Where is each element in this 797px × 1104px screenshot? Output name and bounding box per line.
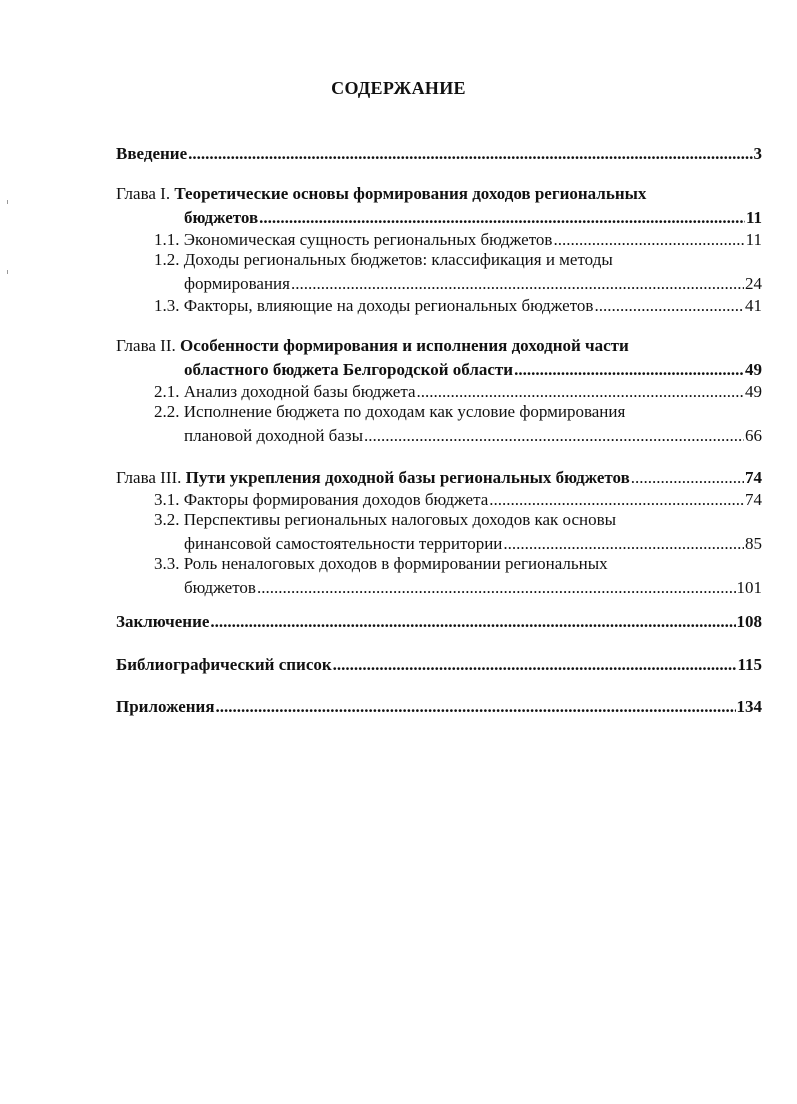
toc-entry-label: 2.1. Анализ доходной базы бюджета bbox=[154, 382, 416, 401]
toc-page-number: 11 bbox=[745, 208, 762, 227]
toc-entry-label: финансовой самостоятельности территории bbox=[184, 534, 503, 553]
toc-entry-label: Заключение bbox=[116, 612, 210, 631]
toc-entry-section-3-1[interactable] bbox=[154, 488, 762, 510]
dot-leader bbox=[594, 296, 744, 316]
dot-leader bbox=[514, 360, 744, 380]
toc-entry-section-3-3-line1[interactable]: 3.3. Роль неналоговых доходов в формировании региональных bbox=[154, 554, 608, 573]
toc-entry-label: формирования bbox=[184, 274, 290, 293]
dot-leader bbox=[364, 426, 744, 446]
toc-page-number: 24 bbox=[745, 274, 762, 293]
toc-page-number: 108 bbox=[736, 612, 762, 631]
toc-entry-section-1-3[interactable] bbox=[154, 294, 762, 316]
toc-entry-section-3-2[interactable] bbox=[184, 532, 762, 554]
toc-entry-label: плановой доходной базы bbox=[184, 426, 363, 445]
toc-entry-section-1-2-line1[interactable]: 1.2. Доходы региональных бюджетов: классификация и методы bbox=[154, 250, 613, 269]
toc-entry-label: бюджетов bbox=[184, 578, 256, 597]
chapter-heading bbox=[116, 468, 630, 488]
toc-chapter-2-heading[interactable] bbox=[116, 336, 629, 358]
page-title: СОДЕРЖАНИЕ bbox=[331, 78, 466, 98]
toc-entry-introduction[interactable] bbox=[116, 142, 762, 164]
chapter-prefix: Глава III. bbox=[116, 468, 182, 487]
toc-entry-label: Библиографический список bbox=[116, 655, 332, 674]
chapter-prefix: Глава I. bbox=[116, 184, 171, 203]
toc-page-number: 74 bbox=[745, 468, 762, 487]
toc-page-number: 11 bbox=[745, 230, 762, 249]
toc-entry-label: 1.1. Экономическая сущность региональных бюджетов bbox=[154, 230, 553, 249]
dot-leader bbox=[503, 534, 744, 554]
toc-entry-section-3-2-line1[interactable]: 3.2. Перспективы региональных налоговых доходов как основы bbox=[154, 510, 617, 529]
toc-page-number: 3 bbox=[753, 144, 762, 163]
toc-page-number: 49 bbox=[745, 382, 762, 401]
dot-leader bbox=[257, 578, 736, 598]
dot-leader bbox=[417, 382, 744, 402]
dot-leader bbox=[333, 655, 737, 675]
toc-entry-section-2-2[interactable] bbox=[184, 424, 762, 446]
toc-entry-label: 1.3. Факторы, влияющие на доходы региональных бюджетов bbox=[154, 296, 594, 315]
dot-leader bbox=[489, 490, 744, 510]
toc-page-number: 85 bbox=[745, 534, 762, 553]
toc-page-number: 74 bbox=[745, 490, 762, 509]
dot-leader bbox=[631, 468, 744, 488]
dot-leader bbox=[291, 274, 744, 294]
toc-entry-section-3-3[interactable] bbox=[184, 576, 762, 598]
toc-page-number: 49 bbox=[745, 360, 762, 379]
toc-entry-chapter-1[interactable] bbox=[184, 206, 762, 228]
toc-entry-section-1-2[interactable] bbox=[184, 272, 762, 294]
toc-entry-chapter-2[interactable] bbox=[184, 358, 762, 380]
chapter-title-continued: бюджетов bbox=[184, 208, 259, 227]
toc-page-number: 115 bbox=[737, 655, 762, 674]
dot-leader bbox=[553, 230, 744, 250]
chapter-prefix: Глава II. bbox=[116, 336, 176, 355]
toc-entry-section-2-1[interactable] bbox=[154, 380, 762, 402]
toc-entry-chapter-3[interactable] bbox=[116, 466, 762, 488]
toc-chapter-1-heading[interactable] bbox=[116, 184, 646, 206]
margin-mark bbox=[7, 200, 8, 204]
dot-leader bbox=[210, 612, 735, 632]
toc-page-number: 41 bbox=[745, 296, 762, 315]
chapter-title-continued: областного бюджета Белгородской области bbox=[184, 360, 514, 379]
toc-page-number: 134 bbox=[736, 697, 762, 716]
toc-entry-appendices[interactable] bbox=[116, 695, 762, 717]
dot-leader bbox=[188, 144, 752, 164]
chapter-title: Пути укрепления доходной базы региональных бюджетов bbox=[185, 468, 630, 487]
toc-entry-conclusion[interactable] bbox=[116, 610, 762, 632]
chapter-title: Теоретические основы формирования доходов региональных bbox=[174, 184, 647, 203]
toc-entry-section-2-2-line1[interactable]: 2.2. Исполнение бюджета по доходам как условие формирования bbox=[154, 402, 626, 421]
toc-entry-label: Приложения bbox=[116, 697, 215, 716]
chapter-title: Особенности формирования и исполнения доходной части bbox=[180, 336, 629, 355]
toc-page-number: 101 bbox=[736, 578, 762, 597]
toc-entry-bibliography[interactable] bbox=[116, 653, 762, 675]
toc-entry-section-1-1[interactable] bbox=[154, 228, 762, 250]
toc-entry-label: 3.1. Факторы формирования доходов бюджета bbox=[154, 490, 489, 509]
dot-leader bbox=[259, 208, 745, 228]
toc-entry-label: Введение bbox=[116, 144, 188, 163]
dot-leader bbox=[216, 697, 736, 717]
margin-mark bbox=[7, 270, 8, 274]
toc-page-number: 66 bbox=[745, 426, 762, 445]
